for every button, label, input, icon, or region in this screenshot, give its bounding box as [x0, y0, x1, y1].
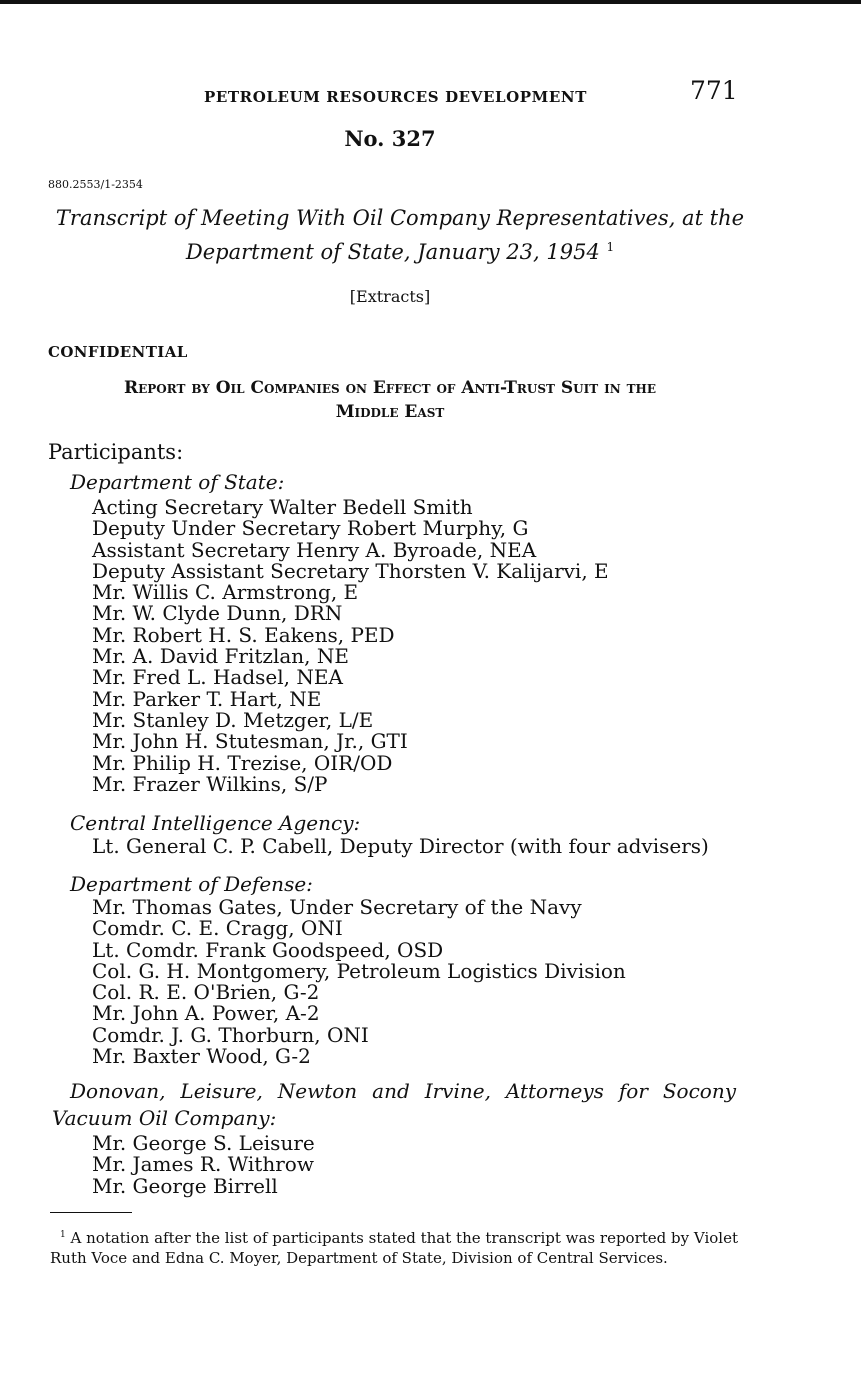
- attorneys-heading-line-2: Vacuum Oil Company:: [52, 1106, 277, 1130]
- participant-name: Mr. Willis C. Armstrong, E: [92, 580, 359, 605]
- page-top-border: [0, 0, 861, 4]
- participant-name: Deputy Assistant Secretary Thorsten V. Kalijarvi, E: [92, 558, 609, 583]
- participant-name: Mr. A. David Fritzlan, NE: [92, 644, 349, 669]
- participant-name: Mr. John A. Power, A-2: [92, 1001, 320, 1026]
- file-reference: 880.2553/1-2354: [48, 178, 143, 191]
- footnote-rule: [50, 1212, 132, 1213]
- participant-name: Mr. Philip H. Trezise, OIR/OD: [92, 750, 393, 775]
- participant-name: Col. R. E. O'Brien, G-2: [92, 980, 320, 1005]
- group-heading-attorneys: [52, 1078, 736, 1132]
- participant-name: Mr. Thomas Gates, Under Secretary of the Navy: [92, 895, 582, 919]
- title-line-1: Transcript of Meeting With Oil Company Representatives, at the: [55, 206, 745, 230]
- footnote-text: A notation after the list of participants stated that the transcript was reported by Violet Ruth Voce and Edna C. Moyer, Department of State, Division of Central Services.: [50, 1229, 738, 1267]
- footnote-marker: 1: [60, 1230, 66, 1240]
- participant-name: Mr. John H. Stutesman, Jr., GTI: [92, 729, 408, 754]
- document-number: No. 327: [344, 126, 436, 151]
- participant-name: Deputy Under Secretary Robert Murphy, G: [92, 516, 529, 541]
- participant-list-state: [92, 497, 609, 795]
- report-title-line-2: Middle East: [335, 402, 445, 422]
- participant-name: Lt. General C. P. Cabell, Deputy Director (with four advisers): [92, 834, 709, 858]
- participant-name: Mr. George S. Leisure: [92, 1131, 315, 1155]
- participants-heading: Participants:: [48, 440, 184, 464]
- participant-name: Mr. Baxter Wood, G-2: [92, 1044, 311, 1069]
- title-line-2: Department of State, January 23, 1954 $^1$: [185, 240, 615, 264]
- group-heading-cia: Central Intelligence Agency:: [70, 811, 361, 835]
- group-heading-defense: Department of Defense:: [70, 872, 313, 896]
- participant-name: Mr. W. Clyde Dunn, DRN: [92, 601, 343, 626]
- participant-list-defense: [92, 897, 626, 1067]
- participant-list-cia: [92, 836, 709, 857]
- group-heading-state: Department of State:: [70, 470, 285, 494]
- classification-label: CONFIDENTIAL: [48, 343, 188, 361]
- participant-name: Comdr. J. G. Thorburn, ONI: [92, 1022, 369, 1047]
- participant-name: Comdr. C. E. Cragg, ONI: [92, 916, 343, 941]
- participant-name: Mr. Parker T. Hart, NE: [92, 686, 322, 711]
- participant-name: Mr. Fred L. Hadsel, NEA: [92, 665, 343, 690]
- attorneys-heading-line-1: Donovan, Leisure, Newton and Irvine, Attorneys for Socony: [70, 1079, 736, 1103]
- page-number: 771: [690, 76, 738, 105]
- participant-name: Mr. Frazer Wilkins, S/P: [92, 771, 328, 796]
- report-title: [50, 376, 730, 424]
- participant-name: Lt. Comdr. Frank Goodspeed, OSD: [92, 937, 444, 962]
- participant-name: Mr. James R. Withrow: [92, 1152, 314, 1177]
- participant-name: Assistant Secretary Henry A. Byroade, NEA: [92, 537, 537, 562]
- participant-name: Col. G. H. Montgomery, Petroleum Logistics Division: [92, 958, 626, 983]
- running-header: PETROLEUM RESOURCES DEVELOPMENT: [204, 88, 587, 106]
- participant-name: Acting Secretary Walter Bedell Smith: [92, 495, 473, 519]
- participant-name: Mr. George Birrell: [92, 1173, 278, 1198]
- report-title-line-1: Report by Oil Companies on Effect of Anti-Trust Suit in the: [123, 378, 657, 398]
- extracts-label: [Extracts]: [349, 287, 431, 306]
- participant-name: Mr. Robert H. S. Eakens, PED: [92, 622, 395, 647]
- document-title: [40, 204, 760, 267]
- footnote: [50, 1226, 738, 1268]
- participant-name: Mr. Stanley D. Metzger, L/E: [92, 707, 374, 732]
- participant-list-attorneys: [92, 1133, 315, 1197]
- footnote-ref: 1: [606, 240, 615, 254]
